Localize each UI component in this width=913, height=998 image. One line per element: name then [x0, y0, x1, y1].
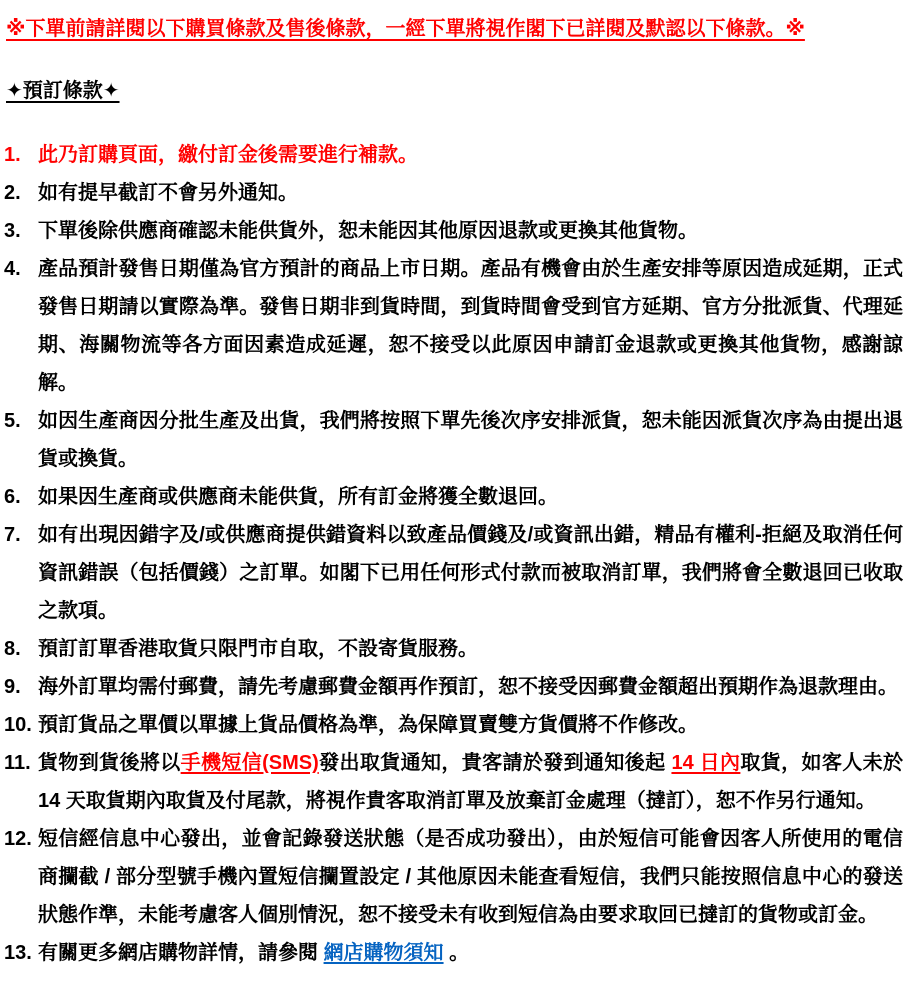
term-item-8: [4, 630, 903, 668]
term-text-segment: 貨物到貨後將以: [38, 752, 181, 774]
term-item-3: [4, 212, 903, 250]
term-number: 7.: [4, 524, 21, 546]
term-text: 下單後除供應商確認未能供貨外，恕未能因其他原因退款或更換其他貨物。: [38, 220, 698, 242]
term-item-9: [4, 668, 903, 706]
term-number: 13.: [4, 942, 32, 964]
term-item-4: [4, 250, 903, 402]
term-text: [38, 934, 903, 972]
term-text: 預訂訂單香港取貨只限門市自取，不設寄貨服務。: [38, 638, 478, 660]
term-number: 8.: [4, 638, 21, 660]
term-number: 2.: [4, 182, 21, 204]
store-shopping-guide-link[interactable]: 網店購物須知: [323, 942, 444, 964]
term-text: 此乃訂購頁面，繳付訂金後需要進行補款。: [38, 144, 418, 166]
sms-highlight: 手機短信(SMS): [180, 752, 319, 774]
term-text: 短信經信息中心發出，並會記錄發送狀態（是否成功發出），由於短信可能會因客人所使用的電信商攔截 / 部分型號手機內置短信攔置設定 / 其他原因未能查看短信，我們只能按照信息中心的發送狀態作準，未能考慮客人個別情況，恕不接受未有收到短信為由要求取回已撻訂的貨物或訂金。: [38, 828, 903, 926]
term-number: 10.: [4, 714, 32, 736]
term-text: [38, 744, 903, 820]
term-text-segment: 發出取貨通知，貴客請於發到通知後起: [318, 752, 672, 774]
purchase-notice-heading: ※下單前請詳閱以下購買條款及售後條款，一經下單將視作閣下已詳閱及默認以下條款。※: [6, 18, 805, 40]
term-text: 海外訂單均需付郵費，請先考慮郵費金額再作預訂，恕不接受因郵費金額超出預期作為退款理由。: [38, 676, 898, 698]
term-number: 6.: [4, 486, 21, 508]
terms-list: [4, 136, 903, 972]
term-text: 如有提早截訂不會另外通知。: [38, 182, 298, 204]
term-text-segment: 。: [443, 942, 470, 964]
term-item-2: [4, 174, 903, 212]
term-text: 如有出現因錯字及/或供應商提供錯資料以致產品價錢及/或資訊出錯，精品有權利-拒絕及取消任何資訊錯誤（包括價錢）之訂單。如閣下已用任何形式付款而被取消訂單，我們將會全數退回已收取之款項。: [38, 524, 903, 622]
preorder-terms-title: ✦預訂條款✦: [6, 80, 120, 102]
term-item-13: [4, 934, 903, 972]
term-item-11: [4, 744, 903, 820]
term-item-6: [4, 478, 903, 516]
term-text-segment: 取貨，如客人未於 14 天取貨期內取貨及付尾款，將視作貴客取消訂單及放棄訂金處理（撻訂），恕不作另行通知。: [38, 752, 904, 812]
fourteen-days-highlight: 14 日內: [671, 752, 741, 774]
term-text: 如因生產商因分批生產及出貨，我們將按照下單先後次序安排派貨，恕未能因派貨次序為由提出退貨或換貨。: [38, 410, 903, 470]
term-number: 3.: [4, 220, 21, 242]
term-number: 1.: [4, 144, 21, 166]
term-text: 預訂貨品之單價以單據上貨品價格為準，為保障買賣雙方貨價將不作修改。: [38, 714, 698, 736]
term-number: 12.: [4, 828, 32, 850]
term-number: 4.: [4, 258, 21, 280]
term-number: 9.: [4, 676, 21, 698]
term-number: 5.: [4, 410, 21, 432]
term-item-12: [4, 820, 903, 934]
term-item-7: [4, 516, 903, 630]
term-item-10: [4, 706, 903, 744]
term-text: 如果因生產商或供應商未能供貨，所有訂金將獲全數退回。: [38, 486, 558, 508]
term-item-1: [4, 136, 903, 174]
term-text: 產品預計發售日期僅為官方預計的商品上市日期。產品有機會由於生產安排等原因造成延期，正式發售日期請以實際為準。發售日期非到貨時間，到貨時間會受到官方延期、官方分批派貨、代理延期、海關物流等各方面因素造成延遲，恕不接受以此原因申請訂金退款或更換其他貨物，感謝諒解。: [38, 258, 903, 394]
term-number: 11.: [4, 752, 31, 774]
term-item-5: [4, 402, 903, 478]
term-text-segment: 有關更多網店購物詳情，請參閱: [38, 942, 324, 964]
